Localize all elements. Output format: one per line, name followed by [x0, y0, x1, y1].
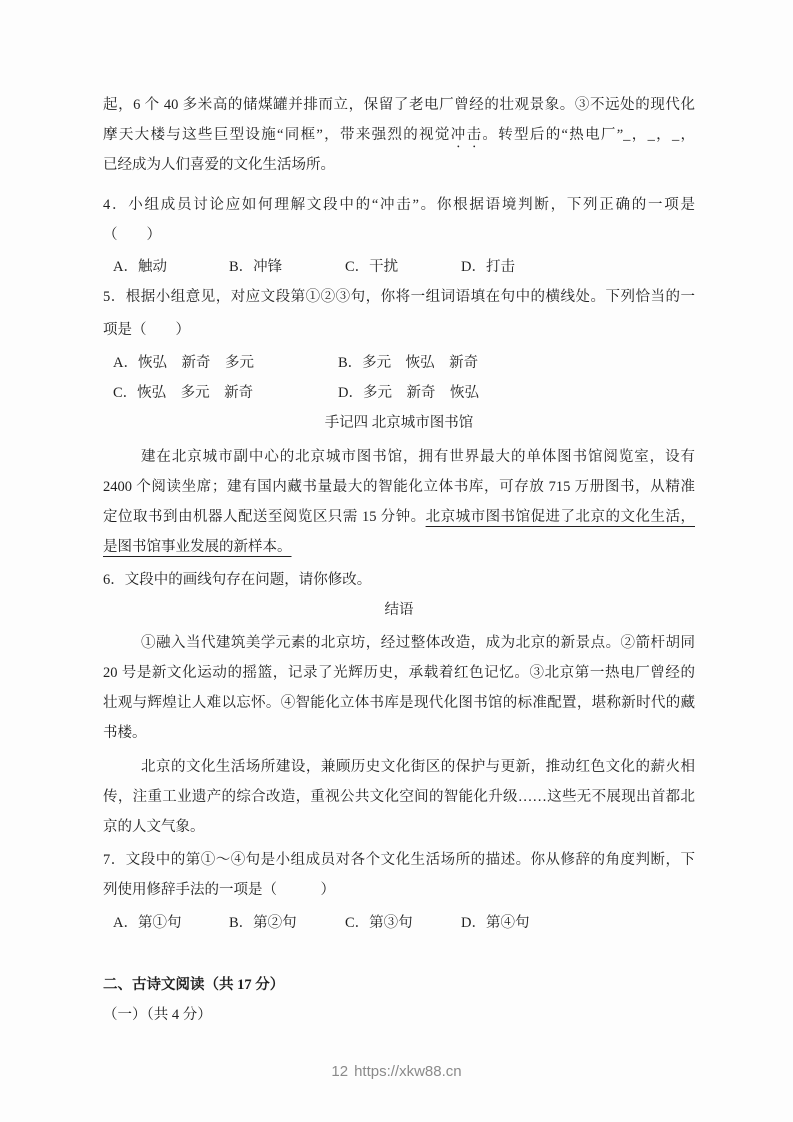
question-6-stem: 6．文段中的画线句存在问题，请你修改。 [103, 572, 372, 588]
conclusion-para1-line-2: 20 号是新文化运动的摇篮，记录了光辉历史，承载着红色记忆。③北京第一热电厂曾经的 [103, 665, 695, 681]
q4-option-a: A．触动 [113, 259, 167, 275]
q5-option-a: A．恢弘 新奇 多元 [113, 355, 254, 371]
question-7-options [103, 908, 695, 938]
section-2-subheading: （一）（共 4 分） [103, 1007, 212, 1023]
conclusion-para2-line-1: 北京的文化生活场所建设，兼顾历史文化街区的保护与更新，推动红色文化的薪火相 [141, 759, 695, 775]
page-footer [0, 1060, 793, 1084]
site-url: https://xkw88.cn [354, 1063, 462, 1080]
page-number: 12 [331, 1063, 349, 1080]
conclusion-para1-line-3: 壮观与辉煌让人难以忘怀。④智能化立体书库是现代化图书馆的标准配置，堪称新时代的藏 [103, 695, 695, 711]
question-7-stem-line-1: 7．文段中的第①～④句是小组成员对各个文化生活场所的描述。你从修辞的角度判断，下 [103, 852, 695, 868]
note4-heading: 手记四 北京城市图书馆 [324, 415, 474, 431]
conclusion-heading: 结语 [384, 602, 414, 618]
q4-option-d: D．打击 [461, 259, 515, 275]
q5-option-c: C．恢弘 多元 新奇 [113, 385, 254, 401]
note4-line-2: 2400 个阅读坐席；建有国内藏书量最大的智能化立体书库，可存放 715 万册图书，从精准 [103, 479, 695, 495]
question-5-options-row-1 [103, 348, 695, 378]
q7-option-d: D．第④句 [461, 915, 530, 931]
q4-option-b: B．冲锋 [229, 259, 283, 275]
intro-line-1: 起，6 个 40 多米高的储煤罐并排而立，保留了老电厂曾经的壮观景象。③不远处的现代化 [103, 97, 695, 113]
q7-option-a: A．第①句 [113, 915, 182, 931]
q5-option-b: B．多元 恢弘 新奇 [338, 355, 479, 371]
fill-in-blanks: _，_，_， [623, 127, 695, 143]
note4-line-1: 建在北京城市副中心的北京城市图书馆，拥有世界最大的单体图书馆阅览室，设有 [141, 449, 695, 465]
exam-content [103, 90, 695, 1030]
note4-line-3 [103, 502, 695, 532]
note4-line-3-text: 定位取书到由机器人配送至阅览区只需 15 分钟。 [103, 509, 426, 525]
question-4-options [103, 252, 695, 282]
q7-option-b: B．第②句 [229, 915, 297, 931]
conclusion-para1-line-1: ①融入当代建筑美学元素的北京坊，经过整体改造，成为北京的新景点。②箭杆胡同 [141, 635, 695, 651]
intro-line-2 [103, 120, 695, 150]
question-4-stem: 4．小组成员讨论应如何理解文段中的“冲击”。你根据语境判断，下列正确的一项是 [103, 197, 695, 213]
conclusion-para1-line-4: 书楼。 [103, 725, 147, 741]
intro-line-2-text: 摩天大楼与这些巨型设施“同框”，带来强烈的视觉 [103, 127, 451, 143]
conclusion-para2-line-2: 传，注重工业遗产的综合改造，重视公共文化空间的智能化升级……这些无不展现出首都北 [103, 789, 695, 805]
question-5-options-row-2 [103, 378, 695, 408]
note4-underlined-sentence-2: 是图书馆事业发展的新样本。 [103, 539, 292, 555]
question-7-stem-line-2: 列使用修辞手法的一项是（ ） [103, 882, 335, 898]
intro-line-3: 已经成为人们喜爱的文化生活场所。 [103, 157, 335, 173]
note4-line-4 [103, 532, 695, 562]
intro-line-2-mid: 。转型后的“热电厂” [482, 127, 624, 143]
q4-option-c: C．干扰 [345, 259, 399, 275]
note4-underlined-sentence-1: 北京城市图书馆促进了北京的文化生活， [425, 509, 695, 525]
question-5-stem-line-1: 5．根据小组意见，对应文段第①②③句，你将一组词语填在句中的横线处。下列恰当的一 [103, 289, 695, 305]
emphasized-word: 冲击 [450, 127, 483, 143]
section-2-heading: 二、古诗文阅读（共 17 分） [103, 977, 285, 993]
question-5-stem-line-2: 项是（ ） [103, 322, 190, 338]
conclusion-para2-line-3: 京的人文气象。 [103, 819, 205, 835]
q7-option-c: C．第③句 [345, 915, 413, 931]
q5-option-d: D．多元 新奇 恢弘 [338, 385, 479, 401]
question-4-answer-parens: （ ） [103, 227, 161, 243]
